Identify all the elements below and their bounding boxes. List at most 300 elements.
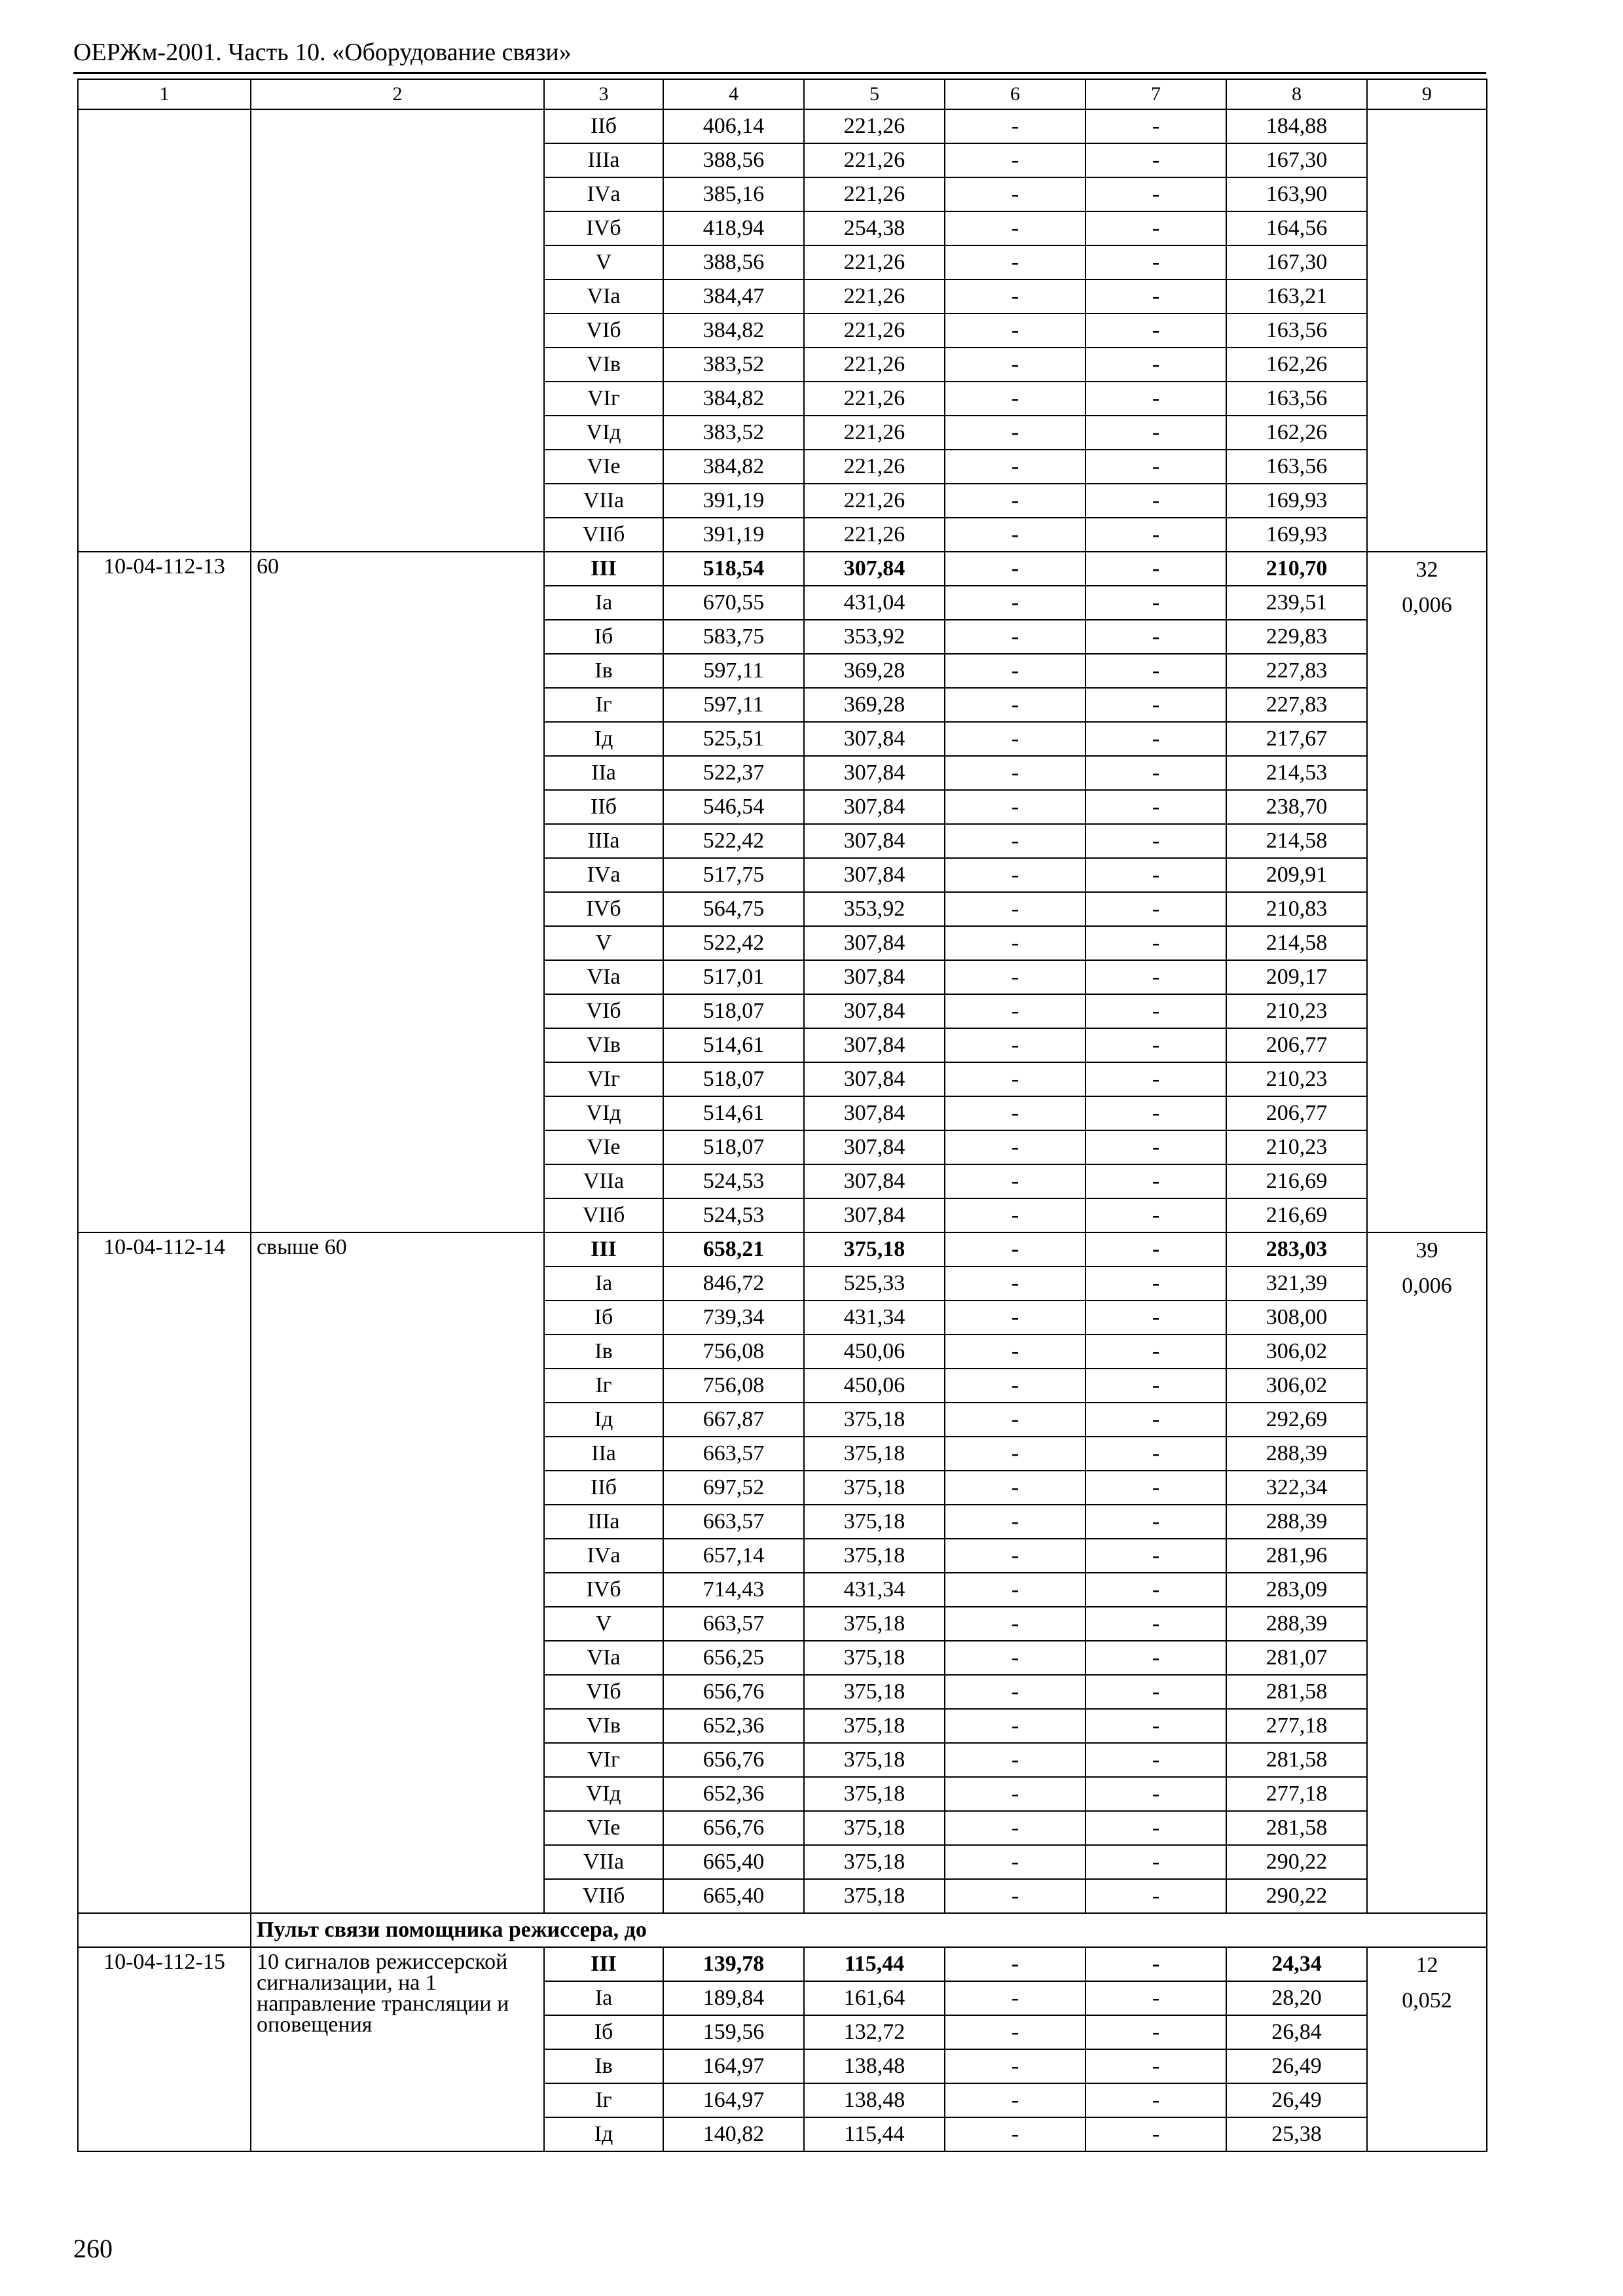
drivers-wages-cell: -: [1085, 1369, 1226, 1403]
labor-cell: [1367, 1947, 1487, 2151]
wages-cell: 307,84: [804, 722, 945, 756]
drivers-wages-cell: -: [1085, 1607, 1226, 1641]
wages-cell: 375,18: [804, 1845, 945, 1879]
zone-cell: IIб: [544, 790, 663, 824]
total-cost-cell: 391,19: [663, 484, 804, 518]
wages-cell: 254,38: [804, 211, 945, 245]
wages-cell: 307,84: [804, 1062, 945, 1096]
machines-cell: -: [945, 143, 1085, 177]
column-number: 1: [78, 79, 251, 109]
total-cost-cell: 518,07: [663, 1062, 804, 1096]
drivers-wages-cell: -: [1085, 994, 1226, 1028]
zone-cell: VIд: [544, 1096, 663, 1130]
zone-cell: Iд: [544, 1403, 663, 1437]
zone-cell: VIе: [544, 1130, 663, 1164]
wages-cell: 375,18: [804, 1777, 945, 1811]
drivers-wages-cell: -: [1085, 722, 1226, 756]
zone-cell: VIг: [544, 382, 663, 416]
drivers-wages-cell: -: [1085, 1437, 1226, 1471]
total-cost-cell: 525,51: [663, 722, 804, 756]
materials-cell: 288,39: [1226, 1437, 1367, 1471]
materials-cell: 163,56: [1226, 450, 1367, 484]
materials-cell: 214,58: [1226, 926, 1367, 960]
materials-cell: 281,96: [1226, 1539, 1367, 1573]
table-row: [78, 109, 1487, 143]
wages-cell: 369,28: [804, 688, 945, 722]
labor-value: 0,006: [1402, 1274, 1452, 1298]
wages-cell: 115,44: [804, 1947, 945, 1981]
drivers-wages-cell: -: [1085, 2117, 1226, 2151]
machines-cell: -: [945, 109, 1085, 143]
zone-cell: VIIб: [544, 1198, 663, 1232]
machines-cell: -: [945, 586, 1085, 620]
machines-cell: -: [945, 552, 1085, 586]
wages-cell: 375,18: [804, 1437, 945, 1471]
drivers-wages-cell: -: [1085, 1709, 1226, 1743]
materials-cell: 239,51: [1226, 586, 1367, 620]
materials-cell: 216,69: [1226, 1198, 1367, 1232]
drivers-wages-cell: -: [1085, 552, 1226, 586]
zone-cell: Iв: [544, 2049, 663, 2083]
machines-cell: -: [945, 1675, 1085, 1709]
total-cost-cell: 663,57: [663, 1607, 804, 1641]
total-cost-cell: 140,82: [663, 2117, 804, 2151]
total-cost-cell: 517,01: [663, 960, 804, 994]
rates-table: [77, 79, 1487, 2152]
wages-cell: 221,26: [804, 382, 945, 416]
machines-cell: -: [945, 1573, 1085, 1607]
materials-cell: 210,23: [1226, 1130, 1367, 1164]
zone-cell: V: [544, 245, 663, 279]
zone-cell: VIб: [544, 314, 663, 348]
drivers-wages-cell: -: [1085, 1062, 1226, 1096]
labor-cell: [1367, 109, 1487, 552]
total-cost-cell: 564,75: [663, 892, 804, 926]
wages-cell: 375,18: [804, 1709, 945, 1743]
wages-cell: 221,26: [804, 143, 945, 177]
column-number-row: [78, 79, 1487, 109]
machines-cell: -: [945, 1266, 1085, 1300]
wages-cell: 307,84: [804, 1164, 945, 1198]
machines-cell: -: [945, 1232, 1085, 1266]
machines-cell: -: [945, 688, 1085, 722]
wages-cell: 221,26: [804, 348, 945, 382]
wages-cell: 375,18: [804, 1743, 945, 1777]
column-number: 6: [945, 79, 1085, 109]
drivers-wages-cell: -: [1085, 756, 1226, 790]
materials-cell: 281,58: [1226, 1743, 1367, 1777]
machines-cell: -: [945, 1369, 1085, 1403]
materials-cell: 210,23: [1226, 1062, 1367, 1096]
total-cost-cell: 384,82: [663, 382, 804, 416]
drivers-wages-cell: -: [1085, 1879, 1226, 1913]
column-number: 4: [663, 79, 804, 109]
drivers-wages-cell: -: [1085, 143, 1226, 177]
wages-cell: 307,84: [804, 960, 945, 994]
rate-code: 10-04-112-14: [78, 1232, 251, 1913]
zone-cell: IIа: [544, 756, 663, 790]
drivers-wages-cell: -: [1085, 790, 1226, 824]
zone-cell: Iа: [544, 586, 663, 620]
wages-cell: 221,26: [804, 109, 945, 143]
zone-cell: Iв: [544, 654, 663, 688]
drivers-wages-cell: -: [1085, 245, 1226, 279]
total-cost-cell: 139,78: [663, 1947, 804, 1981]
zone-cell: Iд: [544, 722, 663, 756]
drivers-wages-cell: -: [1085, 1641, 1226, 1675]
wages-cell: 307,84: [804, 1028, 945, 1062]
materials-cell: 169,93: [1226, 484, 1367, 518]
total-cost-cell: 518,07: [663, 994, 804, 1028]
materials-cell: 306,02: [1226, 1369, 1367, 1403]
zone-cell: IIIа: [544, 143, 663, 177]
materials-cell: 184,88: [1226, 109, 1367, 143]
zone-cell: Iв: [544, 1335, 663, 1369]
rate-name: 10 сигналов режиссерской сигнализации, на 1 направление трансляции и оповещения: [251, 1947, 544, 2151]
machines-cell: -: [945, 1811, 1085, 1845]
drivers-wages-cell: -: [1085, 2015, 1226, 2049]
drivers-wages-cell: -: [1085, 450, 1226, 484]
total-cost-cell: 384,47: [663, 279, 804, 314]
machines-cell: -: [945, 1335, 1085, 1369]
total-cost-cell: 522,42: [663, 926, 804, 960]
total-cost-cell: 164,97: [663, 2083, 804, 2117]
drivers-wages-cell: -: [1085, 1573, 1226, 1607]
machines-cell: -: [945, 756, 1085, 790]
materials-cell: 163,21: [1226, 279, 1367, 314]
machines-cell: -: [945, 1130, 1085, 1164]
drivers-wages-cell: -: [1085, 518, 1226, 552]
total-cost-cell: 514,61: [663, 1028, 804, 1062]
drivers-wages-cell: -: [1085, 484, 1226, 518]
zone-cell: V: [544, 1607, 663, 1641]
machines-cell: -: [945, 518, 1085, 552]
zone-cell: VIв: [544, 1709, 663, 1743]
machines-cell: -: [945, 790, 1085, 824]
materials-cell: 283,09: [1226, 1573, 1367, 1607]
materials-cell: 169,93: [1226, 518, 1367, 552]
wages-cell: 375,18: [804, 1641, 945, 1675]
drivers-wages-cell: -: [1085, 1777, 1226, 1811]
total-cost-cell: 383,52: [663, 348, 804, 382]
labor-cell: [1367, 552, 1487, 1232]
total-cost-cell: 665,40: [663, 1845, 804, 1879]
total-cost-cell: 518,07: [663, 1130, 804, 1164]
machines-cell: -: [945, 1947, 1085, 1981]
total-cost-cell: 667,87: [663, 1403, 804, 1437]
zone-cell: III: [544, 1232, 663, 1266]
zone-cell: VIIа: [544, 1845, 663, 1879]
machines-cell: -: [945, 2015, 1085, 2049]
drivers-wages-cell: -: [1085, 824, 1226, 858]
table-row: [78, 552, 1487, 586]
wages-cell: 431,34: [804, 1573, 945, 1607]
drivers-wages-cell: -: [1085, 586, 1226, 620]
machines-cell: -: [945, 1641, 1085, 1675]
machines-cell: -: [945, 1471, 1085, 1505]
materials-cell: 164,56: [1226, 211, 1367, 245]
machines-cell: -: [945, 1096, 1085, 1130]
total-cost-cell: 384,82: [663, 450, 804, 484]
rate-name: [251, 109, 544, 552]
wages-cell: 307,84: [804, 926, 945, 960]
materials-cell: 322,34: [1226, 1471, 1367, 1505]
machines-cell: -: [945, 1539, 1085, 1573]
wages-cell: 375,18: [804, 1539, 945, 1573]
machines-cell: -: [945, 2083, 1085, 2117]
total-cost-cell: 739,34: [663, 1300, 804, 1335]
total-cost-cell: 714,43: [663, 1573, 804, 1607]
machines-cell: -: [945, 1028, 1085, 1062]
total-cost-cell: 391,19: [663, 518, 804, 552]
materials-cell: 210,23: [1226, 994, 1367, 1028]
machines-cell: -: [945, 1709, 1085, 1743]
total-cost-cell: 597,11: [663, 654, 804, 688]
zone-cell: VIIа: [544, 484, 663, 518]
rate-name: свыше 60: [251, 1232, 544, 1913]
wages-cell: 221,26: [804, 518, 945, 552]
materials-cell: 210,83: [1226, 892, 1367, 926]
total-cost-cell: 583,75: [663, 620, 804, 654]
drivers-wages-cell: -: [1085, 1947, 1226, 1981]
wages-cell: 307,84: [804, 1198, 945, 1232]
zone-cell: IIIа: [544, 1505, 663, 1539]
machines-cell: -: [945, 245, 1085, 279]
materials-cell: 167,30: [1226, 245, 1367, 279]
section-row: [78, 1913, 1487, 1947]
table-body: [78, 109, 1487, 2151]
labor-value: 12: [1415, 1953, 1438, 1977]
zone-cell: IVа: [544, 177, 663, 211]
total-cost-cell: 385,16: [663, 177, 804, 211]
total-cost-cell: 597,11: [663, 688, 804, 722]
wages-cell: 375,18: [804, 1675, 945, 1709]
machines-cell: -: [945, 1164, 1085, 1198]
zone-cell: III: [544, 1947, 663, 1981]
wages-cell: 138,48: [804, 2083, 945, 2117]
zone-cell: VIIа: [544, 1164, 663, 1198]
total-cost-cell: 517,75: [663, 858, 804, 892]
zone-cell: Iб: [544, 2015, 663, 2049]
materials-cell: 227,83: [1226, 688, 1367, 722]
wages-cell: 221,26: [804, 314, 945, 348]
materials-cell: 281,07: [1226, 1641, 1367, 1675]
zone-cell: VIг: [544, 1062, 663, 1096]
machines-cell: -: [945, 1437, 1085, 1471]
section-title: Пульт связи помощника режиссера, до: [251, 1913, 1487, 1947]
wages-cell: 353,92: [804, 892, 945, 926]
zone-cell: Iг: [544, 688, 663, 722]
materials-cell: 229,83: [1226, 620, 1367, 654]
zone-cell: III: [544, 552, 663, 586]
wages-cell: 375,18: [804, 1232, 945, 1266]
wages-cell: 353,92: [804, 620, 945, 654]
wages-cell: 307,84: [804, 790, 945, 824]
header-rule: [73, 72, 1486, 74]
drivers-wages-cell: -: [1085, 1811, 1226, 1845]
wages-cell: 221,26: [804, 245, 945, 279]
materials-cell: 290,22: [1226, 1879, 1367, 1913]
total-cost-cell: 658,21: [663, 1232, 804, 1266]
total-cost-cell: 518,54: [663, 552, 804, 586]
total-cost-cell: 756,08: [663, 1369, 804, 1403]
zone-cell: IIа: [544, 1437, 663, 1471]
machines-cell: -: [945, 1505, 1085, 1539]
wages-cell: 138,48: [804, 2049, 945, 2083]
materials-cell: 238,70: [1226, 790, 1367, 824]
labor-value: 0,052: [1402, 1988, 1452, 2013]
machines-cell: -: [945, 1845, 1085, 1879]
zone-cell: VIб: [544, 994, 663, 1028]
labor-value: 32: [1415, 558, 1438, 582]
machines-cell: -: [945, 382, 1085, 416]
rate-code: 10-04-112-15: [78, 1947, 251, 2151]
wages-cell: 307,84: [804, 994, 945, 1028]
materials-cell: 26,49: [1226, 2083, 1367, 2117]
materials-cell: 214,53: [1226, 756, 1367, 790]
machines-cell: -: [945, 722, 1085, 756]
materials-cell: 26,49: [1226, 2049, 1367, 2083]
zone-cell: VIд: [544, 416, 663, 450]
zone-cell: VIа: [544, 1641, 663, 1675]
column-number: 5: [804, 79, 945, 109]
machines-cell: -: [945, 960, 1085, 994]
zone-cell: VIв: [544, 1028, 663, 1062]
materials-cell: 290,22: [1226, 1845, 1367, 1879]
machines-cell: -: [945, 348, 1085, 382]
drivers-wages-cell: -: [1085, 1130, 1226, 1164]
machines-cell: -: [945, 484, 1085, 518]
materials-cell: 306,02: [1226, 1335, 1367, 1369]
machines-cell: -: [945, 416, 1085, 450]
materials-cell: 227,83: [1226, 654, 1367, 688]
total-cost-cell: 164,97: [663, 2049, 804, 2083]
materials-cell: 292,69: [1226, 1403, 1367, 1437]
zone-cell: VIа: [544, 279, 663, 314]
page-number: 260: [73, 2234, 113, 2263]
column-number: 8: [1226, 79, 1367, 109]
total-cost-cell: 665,40: [663, 1879, 804, 1913]
machines-cell: -: [945, 824, 1085, 858]
wages-cell: 431,34: [804, 1300, 945, 1335]
drivers-wages-cell: -: [1085, 1471, 1226, 1505]
drivers-wages-cell: -: [1085, 416, 1226, 450]
column-number: 7: [1085, 79, 1226, 109]
total-cost-cell: 656,76: [663, 1675, 804, 1709]
zone-cell: IIб: [544, 1471, 663, 1505]
drivers-wages-cell: -: [1085, 1539, 1226, 1573]
drivers-wages-cell: -: [1085, 1232, 1226, 1266]
zone-cell: VIе: [544, 450, 663, 484]
zone-cell: IVб: [544, 211, 663, 245]
machines-cell: -: [945, 314, 1085, 348]
drivers-wages-cell: -: [1085, 1981, 1226, 2015]
materials-cell: 167,30: [1226, 143, 1367, 177]
wages-cell: 115,44: [804, 2117, 945, 2151]
machines-cell: -: [945, 1607, 1085, 1641]
machines-cell: -: [945, 892, 1085, 926]
machines-cell: -: [945, 279, 1085, 314]
total-cost-cell: 388,56: [663, 143, 804, 177]
zone-cell: IVа: [544, 1539, 663, 1573]
machines-cell: -: [945, 1981, 1085, 2015]
drivers-wages-cell: -: [1085, 1096, 1226, 1130]
wages-cell: 221,26: [804, 416, 945, 450]
wages-cell: 307,84: [804, 552, 945, 586]
machines-cell: -: [945, 1777, 1085, 1811]
total-cost-cell: 383,52: [663, 416, 804, 450]
materials-cell: 288,39: [1226, 1607, 1367, 1641]
total-cost-cell: 546,54: [663, 790, 804, 824]
wages-cell: 375,18: [804, 1811, 945, 1845]
drivers-wages-cell: -: [1085, 1335, 1226, 1369]
machines-cell: -: [945, 1300, 1085, 1335]
wages-cell: 375,18: [804, 1403, 945, 1437]
zone-cell: Iа: [544, 1981, 663, 2015]
drivers-wages-cell: -: [1085, 1028, 1226, 1062]
materials-cell: 277,18: [1226, 1777, 1367, 1811]
drivers-wages-cell: -: [1085, 348, 1226, 382]
materials-cell: 162,26: [1226, 416, 1367, 450]
drivers-wages-cell: -: [1085, 1403, 1226, 1437]
drivers-wages-cell: -: [1085, 1675, 1226, 1709]
drivers-wages-cell: -: [1085, 1266, 1226, 1300]
zone-cell: VIг: [544, 1743, 663, 1777]
wages-cell: 307,84: [804, 756, 945, 790]
materials-cell: 281,58: [1226, 1811, 1367, 1845]
drivers-wages-cell: -: [1085, 688, 1226, 722]
machines-cell: -: [945, 858, 1085, 892]
total-cost-cell: 159,56: [663, 2015, 804, 2049]
total-cost-cell: 522,42: [663, 824, 804, 858]
wages-cell: 375,18: [804, 1607, 945, 1641]
zone-cell: IIIа: [544, 824, 663, 858]
machines-cell: -: [945, 1743, 1085, 1777]
total-cost-cell: 189,84: [663, 1981, 804, 2015]
machines-cell: -: [945, 926, 1085, 960]
wages-cell: 450,06: [804, 1369, 945, 1403]
wages-cell: 375,18: [804, 1879, 945, 1913]
wages-cell: 375,18: [804, 1471, 945, 1505]
materials-cell: 283,03: [1226, 1232, 1367, 1266]
zone-cell: IVб: [544, 892, 663, 926]
materials-cell: 209,17: [1226, 960, 1367, 994]
drivers-wages-cell: -: [1085, 1743, 1226, 1777]
zone-cell: VIIб: [544, 1879, 663, 1913]
total-cost-cell: 652,36: [663, 1709, 804, 1743]
total-cost-cell: 652,36: [663, 1777, 804, 1811]
drivers-wages-cell: -: [1085, 211, 1226, 245]
table-row: [78, 1232, 1487, 1266]
labor-value: 0,006: [1402, 593, 1452, 617]
drivers-wages-cell: -: [1085, 1164, 1226, 1198]
wages-cell: 221,26: [804, 279, 945, 314]
materials-cell: 24,34: [1226, 1947, 1367, 1981]
drivers-wages-cell: -: [1085, 960, 1226, 994]
rate-code: [78, 109, 251, 552]
wages-cell: 375,18: [804, 1505, 945, 1539]
total-cost-cell: 388,56: [663, 245, 804, 279]
empty-cell: [78, 1913, 251, 1947]
materials-cell: 210,70: [1226, 552, 1367, 586]
materials-cell: 321,39: [1226, 1266, 1367, 1300]
drivers-wages-cell: -: [1085, 177, 1226, 211]
materials-cell: 216,69: [1226, 1164, 1367, 1198]
materials-cell: 209,91: [1226, 858, 1367, 892]
drivers-wages-cell: -: [1085, 892, 1226, 926]
drivers-wages-cell: -: [1085, 382, 1226, 416]
drivers-wages-cell: -: [1085, 620, 1226, 654]
